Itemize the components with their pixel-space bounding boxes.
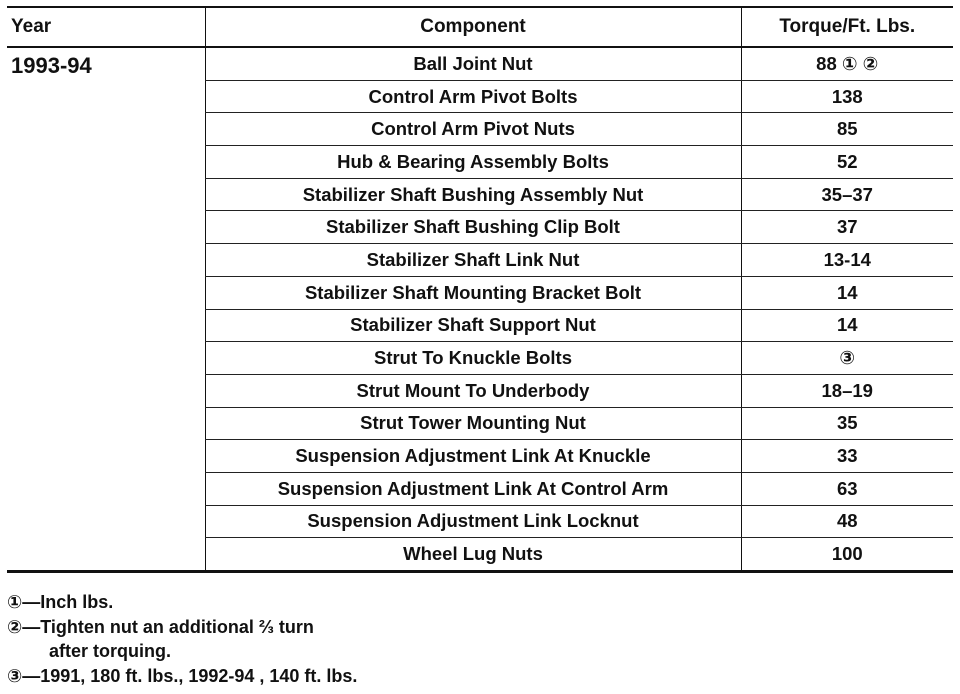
table-header-row [7, 7, 953, 47]
component-cell: Strut Mount To Underbody [205, 374, 741, 407]
component-cell: Suspension Adjustment Link At Knuckle [205, 440, 741, 473]
footnotes [7, 590, 607, 688]
footnote-2-continuation: after torquing. [49, 641, 171, 661]
footnote-text: Tighten nut an additional ⅔ turn [40, 616, 314, 637]
torque-cell: 14 [741, 276, 953, 309]
component-cell: Stabilizer Shaft Bushing Assembly Nut [205, 178, 741, 211]
torque-cell: 33 [741, 440, 953, 473]
torque-cell: 35 [741, 407, 953, 440]
torque-cell: 37 [741, 211, 953, 244]
component-cell: Suspension Adjustment Link At Control Arm [205, 472, 741, 505]
torque-cell: 14 [741, 309, 953, 342]
footnote-marker: ①— [7, 592, 41, 612]
component-cell: Control Arm Pivot Bolts [205, 80, 741, 113]
column-header-year: Year [7, 7, 205, 47]
component-cell: Control Arm Pivot Nuts [205, 113, 741, 146]
torque-cell: 88 ① ② [741, 47, 953, 80]
footnote-text: 1991, 180 ft. lbs., 1992-94 , 140 ft. lbs. [40, 665, 358, 686]
column-header-torque: Torque/Ft. Lbs. [741, 7, 953, 47]
column-header-component: Component [205, 7, 741, 47]
component-cell: Wheel Lug Nuts [205, 538, 741, 572]
component-cell: Stabilizer Shaft Mounting Bracket Bolt [205, 276, 741, 309]
component-cell: Stabilizer Shaft Support Nut [205, 309, 741, 342]
torque-cell: 52 [741, 146, 953, 179]
year-cell: 1993-94 [7, 47, 205, 572]
torque-spec-table [7, 6, 953, 573]
component-cell: Hub & Bearing Assembly Bolts [205, 146, 741, 179]
torque-cell: 63 [741, 472, 953, 505]
footnote-1 [7, 590, 607, 615]
torque-cell: ③ [741, 342, 953, 375]
torque-cell: 138 [741, 80, 953, 113]
footnote-3 [7, 664, 607, 689]
component-cell: Ball Joint Nut [205, 47, 741, 80]
torque-cell: 13-14 [741, 244, 953, 277]
component-cell: Suspension Adjustment Link Locknut [205, 505, 741, 538]
component-cell: Strut Tower Mounting Nut [205, 407, 741, 440]
torque-cell: 35–37 [741, 178, 953, 211]
component-cell: Strut To Knuckle Bolts [205, 342, 741, 375]
table-row [7, 47, 953, 80]
component-cell: Stabilizer Shaft Bushing Clip Bolt [205, 211, 741, 244]
torque-cell: 100 [741, 538, 953, 572]
torque-cell: 18–19 [741, 374, 953, 407]
component-cell: Stabilizer Shaft Link Nut [205, 244, 741, 277]
footnote-marker: ③— [7, 665, 41, 686]
footnote-text: Inch lbs. [40, 592, 114, 612]
footnote-2 [7, 615, 607, 640]
torque-cell: 85 [741, 113, 953, 146]
torque-cell: 48 [741, 505, 953, 538]
footnote-marker: ②— [7, 616, 41, 637]
